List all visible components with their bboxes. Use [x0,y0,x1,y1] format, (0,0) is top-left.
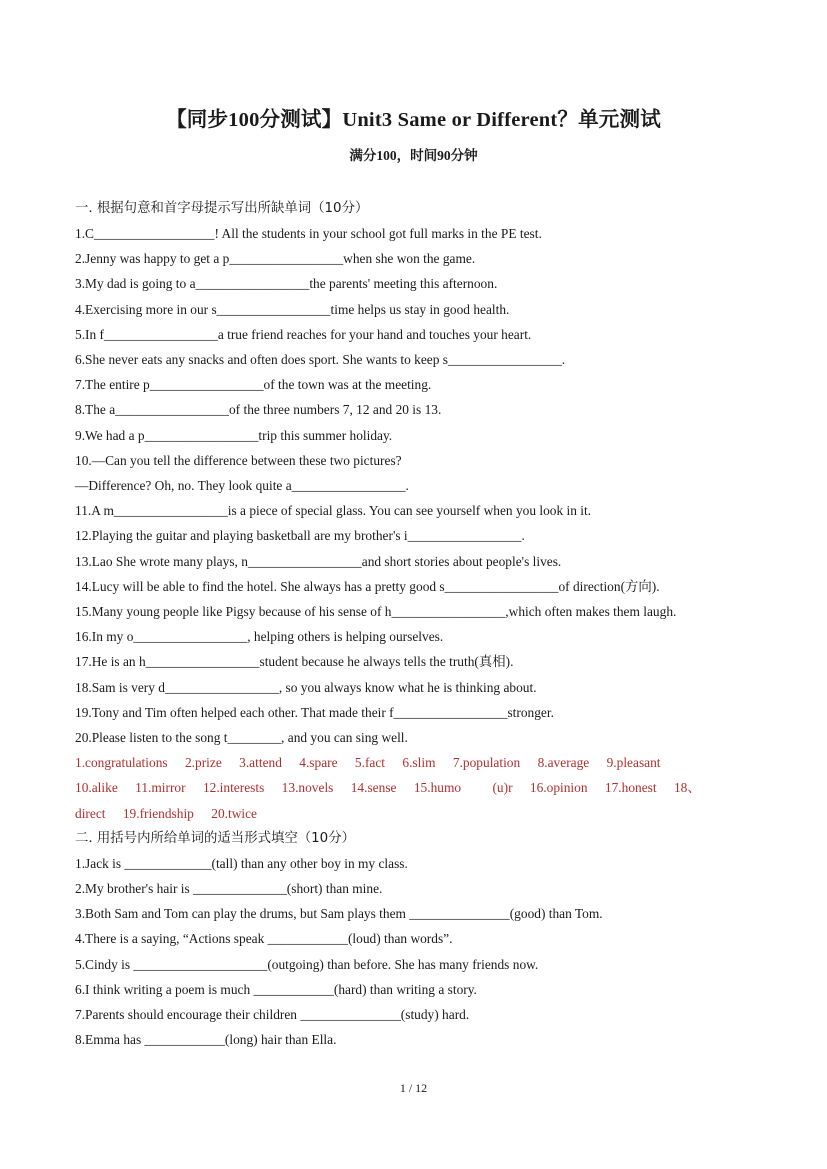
question-item: 5.In f_________________a true friend reaches for your hand and touches your heart. [75,326,532,342]
question-item: 10.—Can you tell the difference between these two pictures? [75,452,402,468]
question-item: 9.We had a p_________________trip this summer holiday. [75,427,393,443]
answer-item: 16.opinion [529,780,588,796]
answer-item: 2.prize [184,755,222,771]
page-subtitle: 满分100，时间90分钟 [349,148,478,163]
question-item: 13.Lao She wrote many plays, n_________________and short stories about people's lives. [75,553,562,569]
answer-item: (u)r [492,780,513,796]
question-item: 5.Cindy is ____________________(outgoing) than before. She has many friends now. [75,956,539,972]
question-item: —Difference? Oh, no. They look quite a_________________. [75,478,409,494]
page-number: 1 / 12 [399,1081,428,1095]
answer-item: 8.average [537,755,590,771]
answer-item: 3.attend [239,755,282,771]
question-item: 2.Jenny was happy to get a p_________________when she won the game. [75,251,476,267]
answer-item: 7.population [452,755,521,771]
page-title: 【同步100分测试】Unit3 Same or Different？单元测试 [166,109,661,131]
question-item: 16.In my o_________________, helping others is helping ourselves. [75,629,444,645]
answer-key-row [75,750,755,775]
answer-item: 11.mirror [135,780,186,796]
question-item: 1.Jack is _____________(tall) than any other boy in my class. [75,855,408,871]
document-body [75,196,755,1053]
answer-item: 6.slim [402,755,436,771]
question-item: 7.The entire p_________________of the town was at the meeting. [75,377,432,393]
question-item: 7.Parents should encourage their children _______________(study) hard. [75,1007,470,1023]
answer-item: 13.novels [281,780,334,796]
question-item: 18.Sam is very d_________________, so you always know what he is thinking about. [75,679,537,695]
question-item: 19.Tony and Tim often helped each other. That made their f_________________stronger. [75,704,554,720]
answer-item: 5.fact [354,755,386,771]
answer-item: 14.sense [350,780,397,796]
answer-item: 17.honest [604,780,657,796]
question-item: 15.Many young people like Pigsy because of his sense of h_________________,which often makes them laugh. [75,604,677,620]
question-item: 14.Lucy will be able to find the hotel. She always has a pretty good s_________________of direction(方向). [75,578,660,594]
answer-item: 9.pleasant [606,755,661,771]
answer-item: 19.friendship [122,805,194,821]
answer-key-row [75,775,755,800]
answer-item: 18、 [673,780,701,796]
section1-heading: 一. 根据句意和首字母提示写出所缺单词（10分） [75,201,369,216]
answer-item: direct [75,805,106,821]
question-item: 4.There is a saying, “Actions speak ____________(loud) than words”. [75,931,453,947]
question-item: 3.My dad is going to a_________________the parents' meeting this afternoon. [75,276,498,292]
question-item: 20.Please listen to the song t________, and you can sing well. [75,730,408,746]
question-item: 3.Both Sam and Tom can play the drums, but Sam plays them _______________(good) than Tom. [75,906,603,922]
question-item: 8.Emma has ____________(long) hair than Ella. [75,1032,337,1048]
question-item: 8.The a_________________of the three numbers 7, 12 and 20 is 13. [75,402,442,418]
question-item: 6.I think writing a poem is much ____________(hard) than writing a story. [75,981,477,997]
answer-item: 12.interests [202,780,265,796]
section2-heading: 二. 用括号内所给单词的适当形式填空（10分） [75,830,355,846]
answer-item: 10.alike [75,780,118,796]
question-item: 12.Playing the guitar and playing basketball are my brother's i_________________. [75,528,525,544]
answer-item: 1.congratulations [75,755,168,771]
answer-item: 4.spare [299,755,338,771]
question-item: 2.My brother's hair is ______________(short) than mine. [75,881,383,897]
question-item: 6.She never eats any snacks and often does sport. She wants to keep s_________________. [75,352,566,368]
question-item: 1.C__________________! All the students in your school got full marks in the PE test. [75,226,542,241]
question-item: 17.He is an h_________________student because he always tells the truth(真相). [75,654,514,670]
answer-item: 15.humo [413,780,462,796]
answer-item: 20.twice [211,805,257,821]
answer-key-row [75,801,755,826]
question-item: 11.A m_________________is a piece of special glass. You can see yourself when you look in it. [75,503,592,519]
question-item: 4.Exercising more in our s_________________time helps us stay in good health. [75,301,510,317]
